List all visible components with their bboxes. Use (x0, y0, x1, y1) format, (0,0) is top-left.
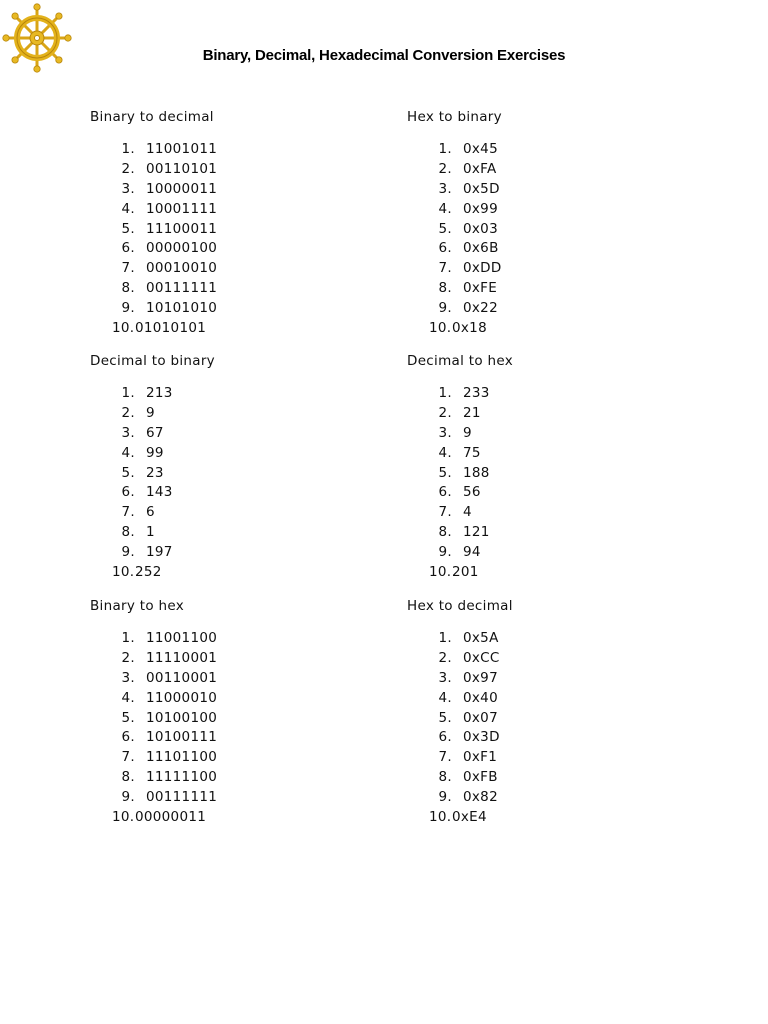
exercise-item (90, 220, 390, 240)
item-value: 201 (452, 564, 479, 581)
exercise-item (407, 523, 707, 543)
exercise-item (90, 748, 390, 768)
item-value: 11100011 (146, 220, 218, 237)
exercise-item (90, 503, 390, 523)
item-number: 5. (438, 464, 452, 481)
item-number: 2. (121, 160, 135, 177)
item-number: 3. (121, 424, 135, 441)
exercise-item (90, 649, 390, 669)
item-value: 0x5A (463, 630, 499, 646)
item-number: 9. (121, 789, 135, 806)
item-value: 00000100 (146, 240, 218, 257)
item-value: 21 (463, 404, 481, 421)
item-number: 2. (121, 404, 135, 421)
item-value: 00110001 (146, 669, 218, 686)
exercise-item (407, 709, 707, 729)
item-number: 4. (121, 200, 135, 217)
exercise-item (407, 299, 707, 319)
item-number: 3. (438, 180, 452, 197)
item-number: 6. (438, 240, 452, 257)
item-value: 01010101 (135, 320, 207, 337)
item-value: 143 (146, 484, 173, 501)
item-number: 10. (429, 564, 452, 581)
item-number: 1. (121, 141, 135, 157)
section-hex-to-decimal (407, 596, 707, 828)
item-number: 5. (438, 220, 452, 237)
item-value: 0x40 (463, 689, 498, 706)
page-title: Binary, Decimal, Hexadecimal Conversion Exercises (202, 47, 566, 64)
item-value: 0xDD (463, 260, 502, 277)
item-value: 197 (146, 544, 173, 561)
exercise-item (90, 140, 390, 160)
item-number: 2. (438, 160, 452, 177)
exercise-item (90, 424, 390, 444)
item-number: 7. (121, 504, 135, 521)
exercise-list (407, 384, 707, 583)
exercise-item (407, 279, 707, 299)
exercise-item (90, 464, 390, 484)
item-value: 10100111 (146, 729, 218, 746)
item-value: 11001011 (146, 141, 218, 157)
exercise-item (407, 808, 707, 828)
item-number: 5. (121, 220, 135, 237)
item-value: 0x5D (463, 180, 500, 197)
item-number: 6. (438, 729, 452, 746)
exercise-item (407, 140, 707, 160)
item-value: 0x6B (463, 240, 499, 257)
exercise-item (407, 464, 707, 484)
item-value: 0x99 (463, 200, 498, 217)
exercise-item (407, 424, 707, 444)
exercise-item (407, 180, 707, 200)
exercise-item (90, 523, 390, 543)
item-value: 0xFE (463, 280, 498, 297)
item-value: 233 (463, 385, 490, 401)
item-value: 0x22 (463, 300, 498, 317)
wheel-handle (65, 35, 71, 41)
item-value: 0xE4 (452, 809, 487, 826)
exercise-item (90, 728, 390, 748)
section-binary-to-hex (90, 596, 390, 828)
item-value: 94 (463, 544, 481, 561)
item-number: 9. (438, 544, 452, 561)
item-value: 0x82 (463, 789, 498, 806)
exercise-item (90, 279, 390, 299)
exercise-item (90, 709, 390, 729)
exercise-item (90, 669, 390, 689)
exercise-item (407, 384, 707, 404)
item-number: 7. (438, 260, 452, 277)
item-number: 7. (121, 749, 135, 766)
wheel-handle (56, 13, 62, 19)
item-value: 11001100 (146, 630, 218, 646)
item-value: 0x97 (463, 669, 498, 686)
exercise-item (407, 220, 707, 240)
item-value: 10001111 (146, 200, 218, 217)
exercise-item (407, 160, 707, 180)
exercise-item (90, 259, 390, 279)
exercise-item (407, 563, 707, 583)
item-value: 9 (146, 404, 155, 421)
exercise-list (90, 629, 390, 828)
exercise-item (407, 788, 707, 808)
item-number: 8. (438, 280, 452, 297)
exercise-list (90, 384, 390, 583)
item-value: 00111111 (146, 789, 218, 806)
exercise-item (90, 483, 390, 503)
item-value: 75 (463, 444, 481, 461)
item-number: 8. (438, 769, 452, 786)
item-value: 23 (146, 464, 164, 481)
item-value: 00010010 (146, 260, 218, 277)
exercise-item (407, 669, 707, 689)
item-value: 0x03 (463, 220, 498, 237)
item-number: 8. (438, 524, 452, 541)
item-value: 252 (135, 564, 162, 581)
item-value: 188 (463, 464, 490, 481)
item-value: 0x3D (463, 729, 500, 746)
item-value: 4 (463, 504, 472, 521)
exercise-item (407, 748, 707, 768)
item-value: 10100100 (146, 709, 218, 726)
item-number: 8. (121, 280, 135, 297)
exercise-item (407, 649, 707, 669)
item-number: 9. (438, 300, 452, 317)
item-number: 4. (438, 444, 452, 461)
item-value: 00111111 (146, 280, 218, 297)
exercise-item (407, 728, 707, 748)
exercise-item (90, 629, 390, 649)
item-number: 8. (121, 524, 135, 541)
item-value: 0xFA (463, 160, 497, 177)
wheel-handle (34, 66, 40, 72)
item-number: 10. (112, 809, 135, 826)
item-value: 0xFB (463, 769, 498, 786)
item-number: 10. (112, 564, 135, 581)
exercise-item (90, 319, 390, 339)
section-hex-to-binary (407, 107, 707, 339)
item-value: 11000010 (146, 689, 218, 706)
exercise-item (90, 768, 390, 788)
section-decimal-to-binary (90, 351, 390, 583)
item-number: 8. (121, 769, 135, 786)
exercise-item (407, 543, 707, 563)
item-number: 6. (121, 729, 135, 746)
section-heading: Hex to binary (407, 109, 502, 125)
item-value: 00000011 (135, 809, 207, 826)
exercise-item (407, 319, 707, 339)
exercise-item (90, 444, 390, 464)
wheel-handle (3, 35, 9, 41)
item-value: 10101010 (146, 300, 218, 317)
item-value: 0xF1 (463, 749, 498, 766)
item-value: 0x07 (463, 709, 498, 726)
item-number: 7. (121, 260, 135, 277)
exercise-list (407, 629, 707, 828)
item-value: 0x18 (452, 320, 487, 337)
item-value: 67 (146, 424, 164, 441)
exercise-item (407, 503, 707, 523)
item-number: 6. (121, 240, 135, 257)
exercise-item (90, 384, 390, 404)
item-number: 7. (438, 749, 452, 766)
section-heading: Hex to decimal (407, 598, 513, 614)
item-number: 7. (438, 504, 452, 521)
item-number: 6. (121, 484, 135, 501)
item-number: 10. (112, 320, 135, 337)
section-heading: Binary to hex (90, 598, 185, 614)
item-number: 6. (438, 484, 452, 501)
exercise-item (90, 404, 390, 424)
exercise-list (407, 140, 707, 339)
exercise-item (407, 629, 707, 649)
exercise-item (407, 768, 707, 788)
wheel-handle (34, 4, 40, 10)
item-number: 3. (121, 669, 135, 686)
item-number: 1. (438, 385, 452, 401)
exercise-item (407, 200, 707, 220)
item-value: 213 (146, 385, 173, 401)
item-number: 3. (438, 424, 452, 441)
item-value: 6 (146, 504, 155, 521)
section-decimal-to-hex (407, 351, 707, 583)
exercise-item (90, 689, 390, 709)
item-number: 4. (121, 444, 135, 461)
item-value: 0x45 (463, 141, 498, 157)
item-value: 121 (463, 524, 490, 541)
exercise-item (407, 259, 707, 279)
section-binary-to-decimal (90, 107, 390, 339)
item-number: 5. (121, 464, 135, 481)
exercise-item (407, 444, 707, 464)
exercise-item (407, 483, 707, 503)
section-heading: Decimal to binary (90, 353, 215, 369)
section-heading: Binary to decimal (90, 109, 214, 125)
exercise-list (90, 140, 390, 339)
exercise-item (90, 808, 390, 828)
exercise-item (407, 239, 707, 259)
item-value: 0xCC (463, 649, 500, 666)
item-number: 10. (429, 320, 452, 337)
item-number: 1. (438, 630, 452, 646)
item-number: 4. (438, 200, 452, 217)
item-number: 3. (438, 669, 452, 686)
item-value: 11110001 (146, 649, 218, 666)
exercise-item (407, 404, 707, 424)
section-heading: Decimal to hex (407, 353, 513, 369)
item-value: 99 (146, 444, 164, 461)
exercise-item (90, 299, 390, 319)
item-number: 5. (121, 709, 135, 726)
item-number: 9. (121, 300, 135, 317)
item-number: 2. (438, 404, 452, 421)
item-value: 9 (463, 424, 472, 441)
wheel-handle (12, 13, 18, 19)
item-number: 3. (121, 180, 135, 197)
item-value: 1 (146, 524, 155, 541)
exercise-item (90, 160, 390, 180)
item-number: 1. (121, 630, 135, 646)
item-number: 9. (438, 789, 452, 806)
item-value: 00110101 (146, 160, 218, 177)
item-number: 2. (438, 649, 452, 666)
item-number: 4. (438, 689, 452, 706)
item-number: 1. (121, 385, 135, 401)
item-number: 4. (121, 689, 135, 706)
item-value: 11111100 (146, 769, 218, 786)
item-value: 10000011 (146, 180, 218, 197)
item-number: 1. (438, 141, 452, 157)
item-number: 2. (121, 649, 135, 666)
exercise-item (90, 543, 390, 563)
exercise-item (90, 563, 390, 583)
item-number: 10. (429, 809, 452, 826)
exercise-item (90, 200, 390, 220)
exercise-item (90, 180, 390, 200)
item-number: 9. (121, 544, 135, 561)
item-value: 11101100 (146, 749, 218, 766)
exercise-item (90, 239, 390, 259)
item-number: 5. (438, 709, 452, 726)
exercise-item (90, 788, 390, 808)
exercise-item (407, 689, 707, 709)
item-value: 56 (463, 484, 481, 501)
